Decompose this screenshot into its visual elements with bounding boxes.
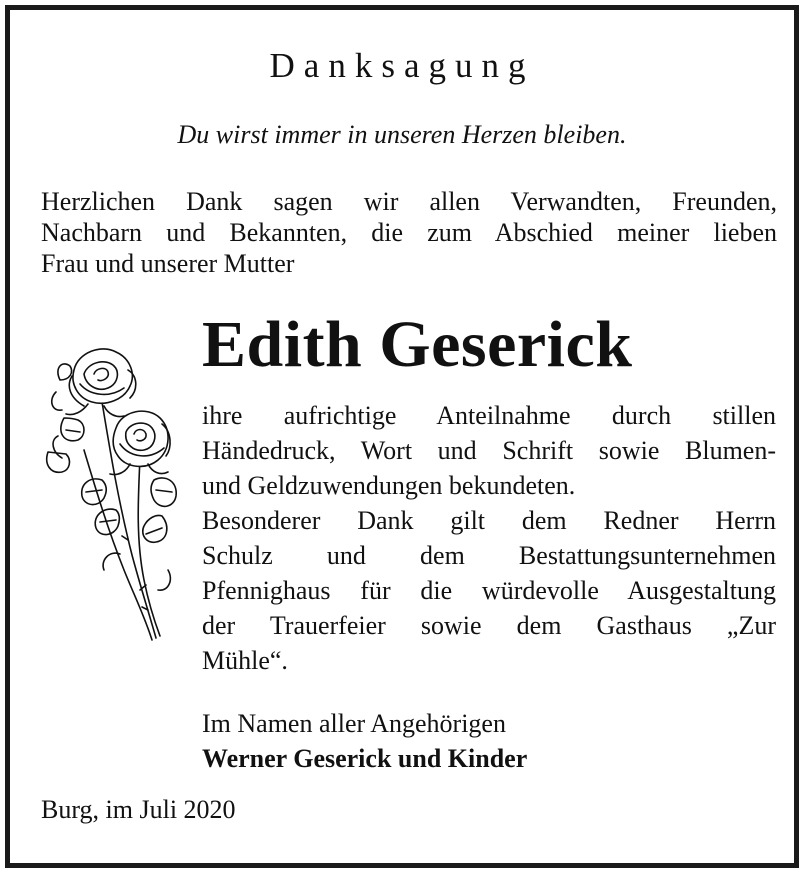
notice-motto: Du wirst immer in unseren Herzen bleiben. [177,120,627,149]
body-line: Mühle“. [202,646,288,675]
body-line: Pfennighaus für die würdevolle Ausgestaltung [202,576,776,605]
body-line: Schulz und dem Bestattungsunternehmen [202,541,776,570]
signature-intro: Im Namen aller Angehörigen [202,709,506,738]
body-line: Besonderer Dank gilt dem Redner Herrn [202,506,776,535]
body-line: ihre aufrichtige Anteilnahme durch stillen [202,401,776,430]
deceased-name: Edith Geserick [202,308,633,381]
acknowledgement-paragraph [202,398,776,678]
place-date: Burg, im Juli 2020 [41,795,236,824]
notice-frame [5,5,799,868]
body-line: der Trauerfeier sowie dem Gasthaus „Zur [202,611,776,640]
intro-line: Herzlichen Dank sagen wir allen Verwandten, Freunden, [41,187,777,216]
intro-line: Nachbarn und Bekannten, die zum Abschied meiner lieben [41,218,777,247]
signature-name: Werner Geserick und Kinder [202,744,528,773]
intro-paragraph [41,186,777,279]
notice-title: Danksagung [269,46,535,85]
intro-line: Frau und unserer Mutter [41,249,295,278]
body-line: und Geldzuwendungen bekundeten. [202,471,576,500]
roses-illustration-icon [44,340,184,645]
signature-block [202,706,527,776]
body-line: Händedruck, Wort und Schrift sowie Blumen- [202,436,776,465]
